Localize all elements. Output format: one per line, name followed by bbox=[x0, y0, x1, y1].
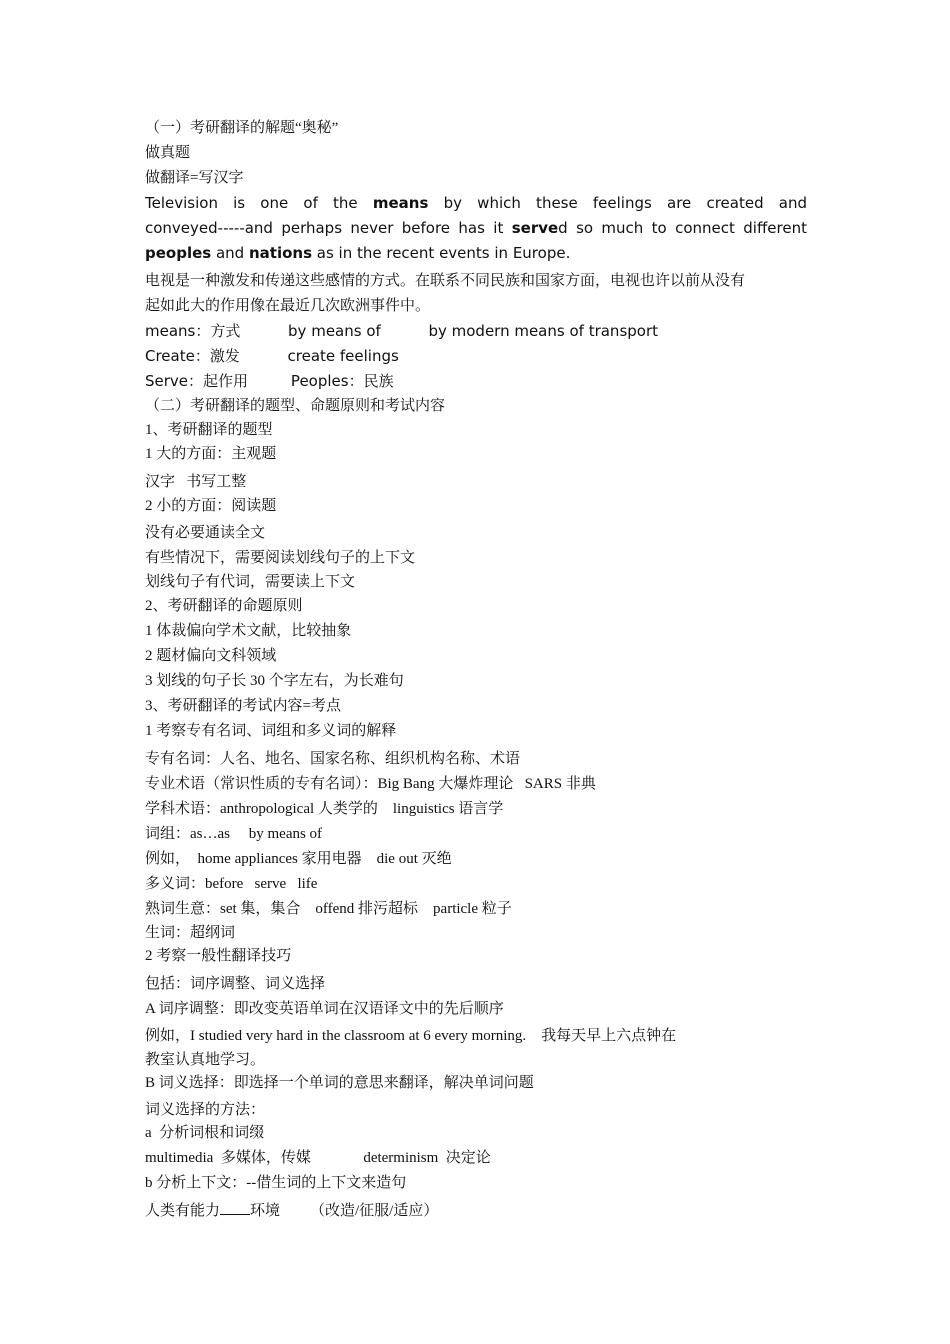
text-line: 划线句子有代词，需要读上下文 bbox=[145, 574, 356, 590]
text-line: b 分析上下文：--借生词的上下文来造句 bbox=[145, 1175, 407, 1191]
paragraph-line: conveyed-----and perhaps never before has it served so much to connect different bbox=[145, 219, 807, 237]
text-line: 2 题材偏向文科领域 bbox=[145, 648, 277, 664]
text-line: 学科术语：anthropological 人类学的 linguistics 语言学 bbox=[145, 801, 504, 817]
text-line: 做真题 bbox=[145, 145, 191, 161]
heading-section-2: （二）考研翻译的题型、命题原则和考试内容 bbox=[145, 398, 446, 414]
subheading: 1、考研翻译的题型 bbox=[145, 422, 273, 438]
text-line: 例如， home appliances 家用电器 die out 灭绝 bbox=[145, 851, 452, 867]
text-line: multimedia 多媒体，传媒 determinism 决定论 bbox=[145, 1150, 491, 1166]
vocab-line: Create：激发 create feelings bbox=[145, 347, 399, 365]
english-paragraph bbox=[145, 191, 807, 266]
text-line: 有些情况下，需要阅读划线句子的上下文 bbox=[145, 550, 416, 566]
bold-word-serve: serve bbox=[511, 219, 559, 237]
text-line: 词组：as…as by means of bbox=[145, 826, 323, 842]
text-line: B 词义选择：即选择一个单词的意思来翻译，解决单词问题 bbox=[145, 1075, 534, 1091]
text-line: 专业术语（常识性质的专有名词）：Big Bang 大爆炸理论 SARS 非典 bbox=[145, 776, 596, 792]
text-line: 汉字 书写工整 bbox=[145, 474, 247, 490]
chinese-translation-line: 电视是一种激发和传递这些感情的方式。在联系不同民族和国家方面，电视也许以前从没有 bbox=[145, 273, 746, 289]
text-line: 1 体裁偏向学术文献，比较抽象 bbox=[145, 623, 352, 639]
bold-word-nations: nations bbox=[248, 244, 312, 262]
paragraph-line: Television is one of the means by which these feelings are created and bbox=[145, 194, 807, 212]
text-line: 2 小的方面：阅读题 bbox=[145, 498, 277, 514]
text-line: 没有必要通读全文 bbox=[145, 525, 266, 541]
text-line: 专有名词：人名、地名、国家名称、组织机构名称、术语 bbox=[145, 751, 521, 767]
heading-section-1: （一）考研翻译的解题“奥秘” bbox=[145, 120, 339, 136]
text-line: 教室认真地学习。 bbox=[145, 1052, 266, 1068]
text-line: A 词序调整：即改变英语单词在汉语译文中的先后顺序 bbox=[145, 1001, 504, 1017]
chinese-translation-line: 起如此大的作用像在最近几次欧洲事件中。 bbox=[145, 298, 431, 314]
text-line: 做翻译=写汉字 bbox=[145, 170, 244, 186]
subheading: 2、考研翻译的命题原则 bbox=[145, 598, 303, 614]
text-line: 词义选择的方法： bbox=[145, 1102, 266, 1118]
text-line: 例如，I studied very hard in the classroom at 6 every morning. 我每天早上六点钟在 bbox=[145, 1028, 677, 1044]
document-page bbox=[145, 116, 807, 1224]
fill-in-blank bbox=[220, 1200, 250, 1215]
text-line: 2 考察一般性翻译技巧 bbox=[145, 948, 292, 964]
text-line: 熟词生意：set 集，集合 offend 排污超标 particle 粒子 bbox=[145, 901, 512, 917]
text-line: 生词：超纲词 bbox=[145, 925, 236, 941]
vocab-line: Serve：起作用 Peoples：民族 bbox=[145, 372, 394, 390]
text-line: a 分析词根和词缀 bbox=[145, 1125, 265, 1141]
subheading: 3、考研翻译的考试内容=考点 bbox=[145, 698, 341, 714]
bold-word-peoples: peoples bbox=[145, 244, 212, 262]
text-line: 包括：词序调整、词义选择 bbox=[145, 976, 326, 992]
text-line: 人类有能力 环境 （改造/征服/适应） bbox=[145, 1199, 807, 1224]
text-line: 1 大的方面：主观题 bbox=[145, 446, 277, 462]
text-line: 1 考察专有名词、词组和多义词的解释 bbox=[145, 723, 397, 739]
vocab-line: means：方式 by means of by modern means of transport bbox=[145, 322, 659, 340]
text-line: 多义词：before serve life bbox=[145, 876, 318, 892]
text-line: 3 划线的句子长 30 个字左右，为长难句 bbox=[145, 673, 404, 689]
bold-word-means: means bbox=[372, 194, 429, 212]
paragraph-line: peoples and nations as in the recent events in Europe. bbox=[145, 244, 571, 262]
